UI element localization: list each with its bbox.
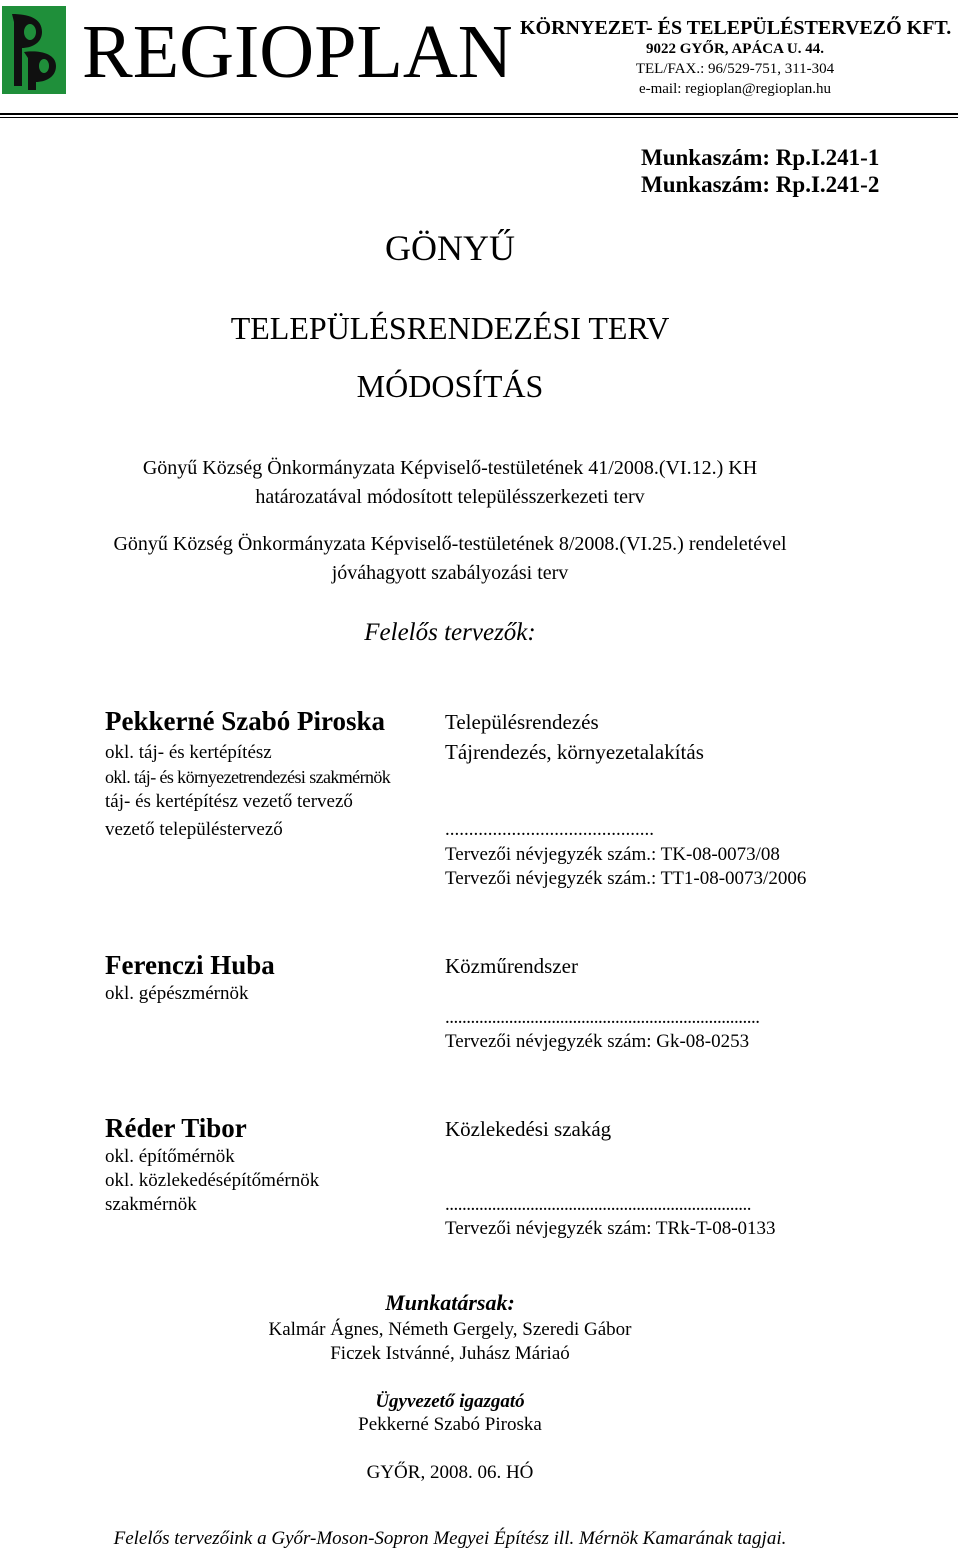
brand-name: REGIOPLAN bbox=[82, 10, 513, 94]
header-divider bbox=[0, 113, 958, 115]
company-name: KÖRNYEZET- ÉS TELEPÜLÉSTERVEZŐ KFT. bbox=[520, 17, 952, 39]
header-divider-thin bbox=[0, 117, 958, 118]
registry-number: Tervezői névjegyzék szám.: TK-08-0073/08 bbox=[445, 844, 780, 865]
designer-qualification: okl. közlekedésépítőmérnök bbox=[105, 1170, 320, 1191]
designer-name: Réder Tibor bbox=[105, 1113, 247, 1143]
designer-area: Közlekedési szakág bbox=[445, 1117, 612, 1141]
decision-a-line2: határozatával módosított településszerkezeti terv bbox=[255, 486, 645, 508]
designer-qualification: okl. építőmérnök bbox=[105, 1146, 235, 1167]
regioplan-rp-logo-icon bbox=[2, 6, 66, 94]
town-title: GÖNYŰ bbox=[385, 228, 515, 268]
staff-line: Kalmár Ágnes, Németh Gergely, Szeredi Gábor bbox=[268, 1319, 632, 1340]
director-name: Pekkerné Szabó Piroska bbox=[358, 1414, 542, 1435]
signature-line: ........................................................................ bbox=[445, 1194, 751, 1215]
work-number-2: Munkaszám: Rp.I.241-2 bbox=[641, 172, 880, 197]
designer-name: Pekkerné Szabó Piroska bbox=[105, 706, 386, 736]
registry-number: Tervezői névjegyzék szám.: TT1-08-0073/2006 bbox=[445, 868, 807, 889]
registry-number: Tervezői névjegyzék szám: TRk-T-08-0133 bbox=[445, 1218, 776, 1239]
designer-qualification: okl. táj- és kertépítész bbox=[105, 742, 272, 763]
company-info bbox=[520, 17, 950, 99]
designer-name: Ferenczi Huba bbox=[105, 950, 275, 980]
designer-area: Tájrendezés, környezetalakítás bbox=[445, 740, 704, 764]
designers-heading: Felelős tervezők: bbox=[364, 619, 536, 646]
plan-title-line2: MÓDOSÍTÁS bbox=[356, 368, 544, 404]
place-date: GYŐR, 2008. 06. HÓ bbox=[366, 1462, 534, 1483]
signature-line: .......................................................................... bbox=[445, 1007, 760, 1028]
company-email: e-mail: regioplan@regioplan.hu bbox=[638, 81, 832, 97]
designer-qualification: vezető településtervező bbox=[105, 819, 283, 840]
designer-qualification: okl. táj- és környezetrendezési szakmérnök bbox=[105, 767, 391, 787]
decision-b-line1: Gönyű Község Önkormányzata Képviselő-testületének 8/2008.(VI.25.) rendeletével bbox=[113, 533, 787, 555]
designer-qualification: táj- és kertépítész vezető tervező bbox=[105, 791, 353, 812]
designer-area: Településrendezés bbox=[445, 710, 599, 734]
designer-qualification: szakmérnök bbox=[105, 1194, 197, 1215]
decision-a-line1: Gönyű Község Önkormányzata Képviselő-testületének 41/2008.(VI.12.) KH bbox=[142, 457, 758, 479]
work-number-1: Munkaszám: Rp.I.241-1 bbox=[641, 145, 880, 170]
director-heading: Ügyvezető igazgató bbox=[375, 1391, 525, 1412]
company-telfax: TEL/FAX.: 96/529-751, 311-304 bbox=[635, 61, 835, 77]
signature-line: ............................................ bbox=[445, 819, 654, 840]
designer-qualification: okl. gépészmérnök bbox=[105, 983, 249, 1004]
registry-number: Tervezői névjegyzék szám: Gk-08-0253 bbox=[445, 1031, 750, 1052]
company-address: 9022 GYŐR, APÁCA U. 44. bbox=[646, 41, 824, 57]
staff-line: Ficzek Istvánné, Juhász Máriaó bbox=[330, 1343, 570, 1364]
staff-heading: Munkatársak: bbox=[385, 1290, 515, 1315]
decision-b-line2: jóváhagyott szabályozási terv bbox=[331, 562, 569, 584]
plan-title-line1: TELEPÜLÉSRENDEZÉSI TERV bbox=[230, 310, 670, 346]
designer-area: Közműrendszer bbox=[445, 954, 578, 978]
footer-note: Felelős tervezőink a Győr-Moson-Sopron Megyei Építész ill. Mérnök Kamarának tagjai. bbox=[113, 1528, 787, 1549]
